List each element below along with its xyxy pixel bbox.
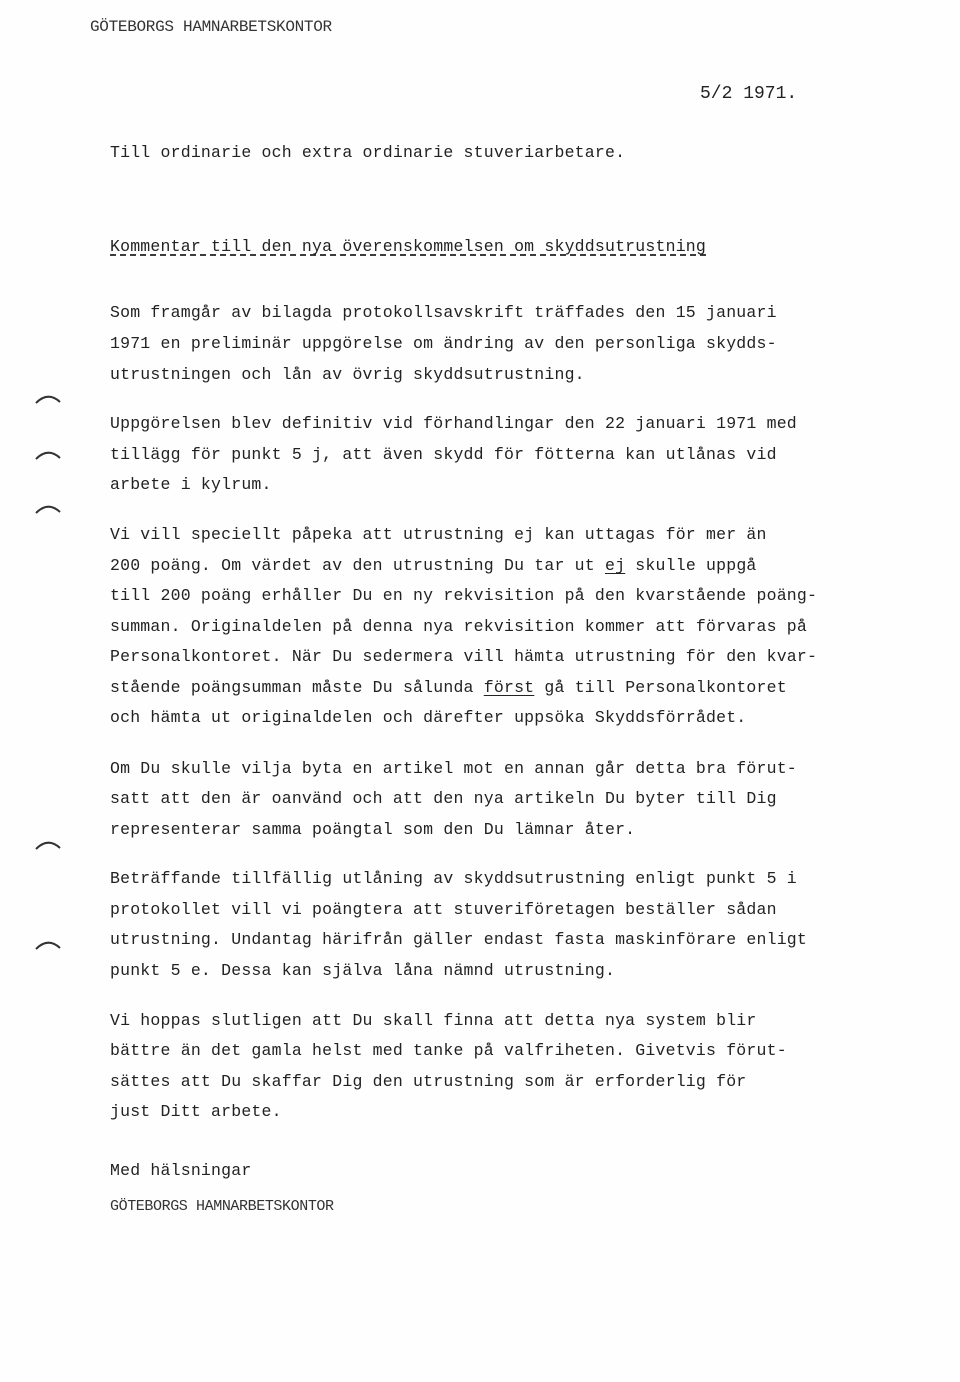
p3-line-6a: stående poängsumman måste Du sålunda	[110, 678, 484, 697]
emphasis-forst: först	[483, 678, 535, 697]
margin-mark-1	[34, 392, 62, 406]
subject-heading: Kommentar till den nya överenskommelsen om skyddsutrustning	[110, 237, 706, 256]
p5-line-1: Beträffande tillfällig utlåning av skyddsutrustning enligt punkt 5 i	[110, 869, 797, 888]
p3-line-2a: 200 poäng. Om värdet av den utrustning Du tar ut	[110, 556, 605, 575]
p4-line-1: Om Du skulle vilja byta en artikel mot en annan går detta bra förut-	[110, 759, 797, 778]
margin-mark-3	[34, 502, 62, 516]
p3-line-1: Vi vill speciellt påpeka att utrustning ej kan uttagas för mer än	[110, 525, 767, 544]
p3-line-2	[110, 556, 757, 575]
margin-mark-4	[34, 838, 62, 852]
p6-line-1: Vi hoppas slutligen att Du skall finna att detta nya system blir	[110, 1011, 757, 1030]
p3-line-7: och hämta ut originaldelen och därefter uppsöka Skyddsförrådet.	[110, 708, 747, 727]
p5-line-2: protokollet vill vi poängtera att stuveriföretagen beställer sådan	[110, 900, 777, 919]
p6-line-2: bättre än det gamla helst med tanke på valfriheten. Givetvis förut-	[110, 1041, 787, 1060]
p1-line-3: utrustningen och lån av övrig skyddsutrustning.	[110, 365, 585, 384]
p2-line-2: tillägg för punkt 5 j, att även skydd för fötterna kan utlånas vid	[110, 445, 777, 464]
p3-line-2c: skulle uppgå	[625, 556, 757, 575]
p3-line-6c: gå till Personalkontoret	[534, 678, 787, 697]
header-organization: GÖTEBORGS HAMNARBETSKONTOR	[90, 18, 332, 36]
p4-line-3: representerar samma poängtal som den Du lämnar åter.	[110, 820, 636, 839]
margin-mark-5	[34, 938, 62, 952]
p1-line-1: Som framgår av bilagda protokollsavskrift träffades den 15 januari	[110, 303, 777, 322]
letter-date: 5/2 1971.	[700, 84, 798, 104]
p3-line-3: till 200 poäng erhåller Du en ny rekvisition på den kvarstående poäng-	[110, 586, 818, 605]
recipient-line: Till ordinarie och extra ordinarie stuveriarbetare.	[110, 143, 626, 162]
closing-signature: GÖTEBORGS HAMNARBETSKONTOR	[110, 1198, 334, 1215]
p5-line-4: punkt 5 e. Dessa kan själva låna nämnd utrustning.	[110, 961, 616, 980]
p2-line-3: arbete i kylrum.	[110, 475, 272, 494]
margin-mark-2	[34, 448, 62, 462]
closing-greeting: Med hälsningar	[110, 1161, 252, 1180]
p5-line-3: utrustning. Undantag härifrån gäller endast fasta maskinförare enligt	[110, 930, 808, 949]
p4-line-2: satt att den är oanvänd och att den nya artikeln Du byter till Dig	[110, 789, 777, 808]
emphasis-ej: ej	[604, 556, 626, 575]
p1-line-2: 1971 en preliminär uppgörelse om ändring av den personliga skydds-	[110, 334, 777, 353]
p2-line-1: Uppgörelsen blev definitiv vid förhandlingar den 22 januari 1971 med	[110, 414, 797, 433]
p3-line-5: Personalkontoret. När Du sedermera vill hämta utrustning för den kvar-	[110, 647, 818, 666]
p6-line-3: sättes att Du skaffar Dig den utrustning som är erforderlig för	[110, 1072, 747, 1091]
p3-line-6	[110, 678, 787, 697]
p3-line-4: summan. Originaldelen på denna nya rekvisition kommer att förvaras på	[110, 617, 808, 636]
p6-line-4: just Ditt arbete.	[110, 1102, 282, 1121]
